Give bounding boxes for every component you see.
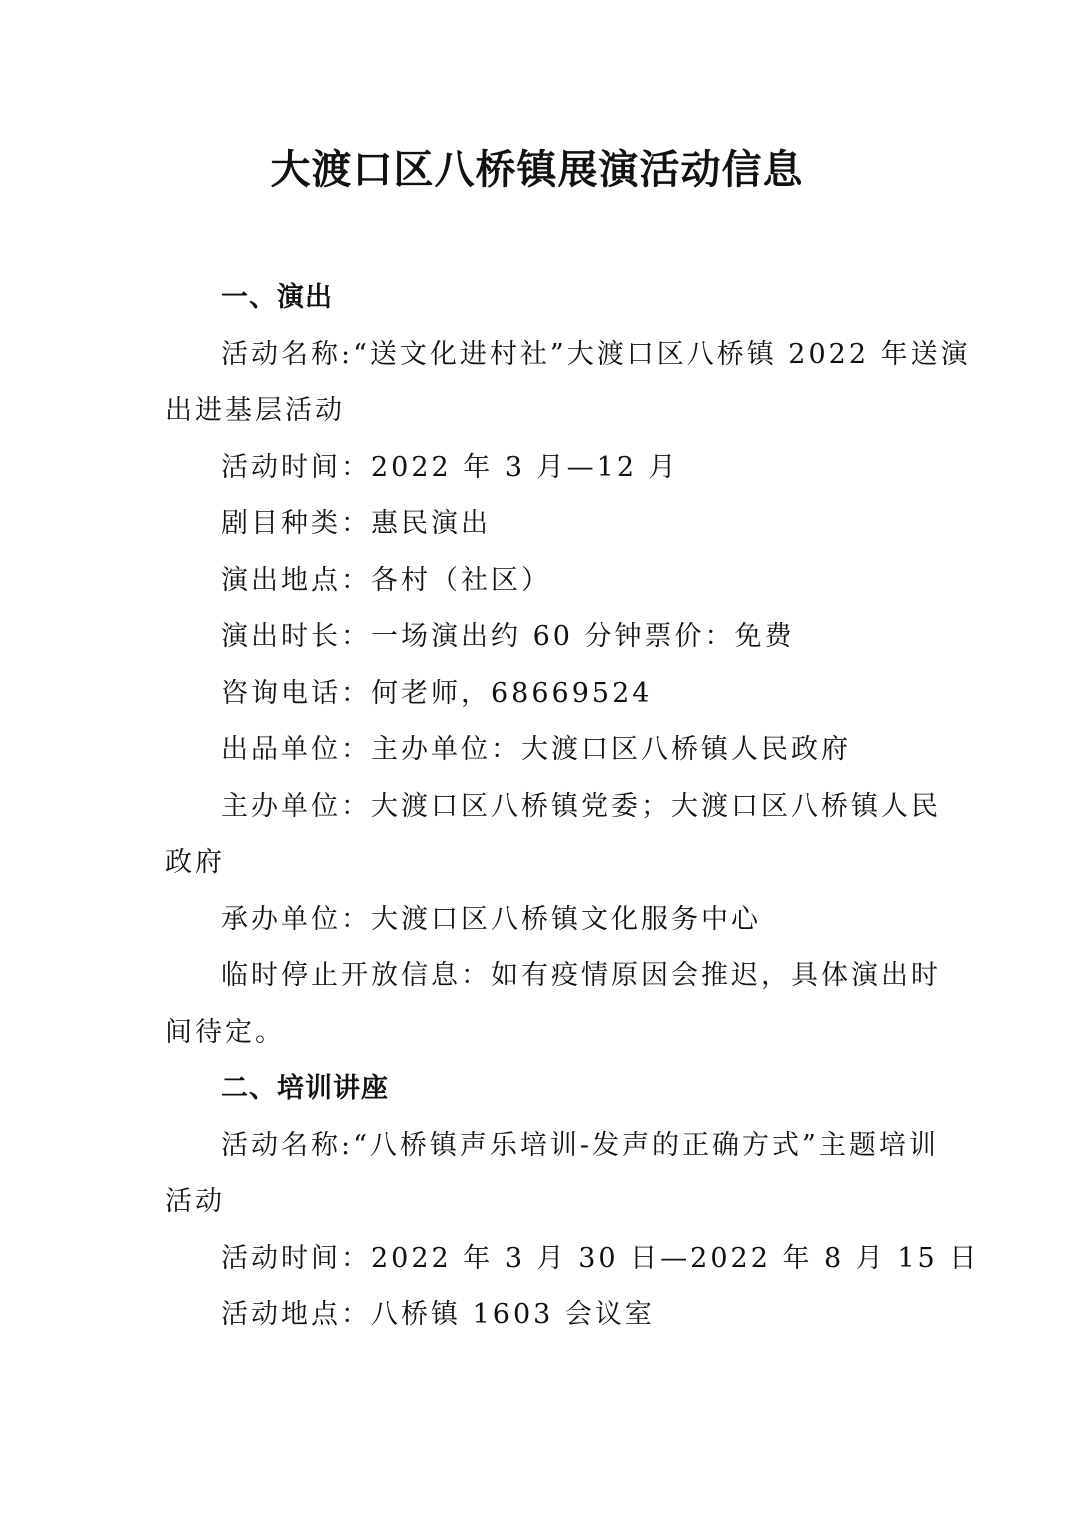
performance-time: 活动时间：2022 年 3 月—12 月 [221,451,679,483]
performance-suspend-line-2: 间待定。 [165,1016,285,1048]
performance-duration: 演出时长：一场演出约 60 分钟票价：免费 [221,621,795,652]
document-body [165,270,980,1344]
training-time: 活动时间：2022 年 3 月 30 日—2022 年 8 月 15 日 [221,1242,980,1274]
performance-organizer: 承办单位：大渡口区八桥镇文化服务中心 [221,903,761,935]
performance-phone: 咨询电话：何老师，68669524 [221,677,653,709]
performance-producer: 出品单位：主办单位：大渡口区八桥镇人民政府 [221,734,851,765]
training-name-line-1: 活动名称:“八桥镇声乐培训-发声的正确方式”主题培训 [221,1129,939,1161]
performance-name-line-1: 活动名称:“送文化进村社”大渡口区八桥镇 2022 年送演 [221,338,971,370]
performance-category: 剧目种类：惠民演出 [221,508,491,539]
page-title: 大渡口区八桥镇展演活动信息 [270,147,804,193]
performance-location: 演出地点：各村（社区） [221,564,551,596]
section-heading-training: 二、培训讲座 [221,1073,389,1104]
performance-name-line-2: 出进基层活动 [165,395,345,426]
performance-suspend-line-1: 临时停止开放信息：如有疫情原因会推迟，具体演出时 [221,960,941,991]
performance-host-line-2: 政府 [165,847,225,878]
training-name-line-2: 活动 [165,1186,225,1217]
section-heading-performance: 一、演出 [221,282,333,313]
performance-host-line-1: 主办单位：大渡口区八桥镇党委；大渡口区八桥镇人民 [221,790,941,822]
training-location: 活动地点：八桥镇 1603 会议室 [221,1299,655,1330]
